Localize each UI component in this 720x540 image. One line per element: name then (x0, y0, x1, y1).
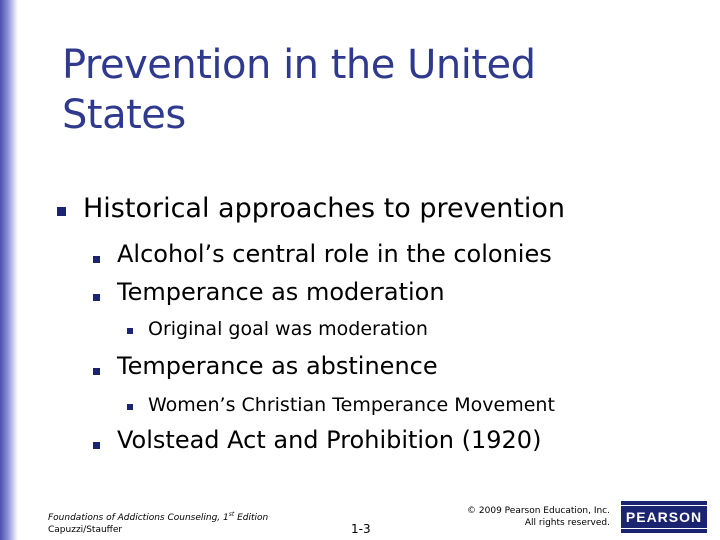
copyright-line-1: © 2009 Pearson Education, Inc. (467, 506, 610, 516)
bullet-square-icon (93, 442, 100, 449)
pearson-logo (621, 501, 707, 533)
bullet-square-icon (93, 368, 100, 375)
bullet-item-1: Historical approaches to prevention (83, 193, 566, 224)
book-authors: Capuzzi/Stauffer (48, 525, 123, 535)
page-number: 1-3 (351, 522, 371, 536)
title-line-2: States (62, 92, 186, 138)
copyright-line-2: All rights reserved. (524, 518, 610, 528)
bullet-square-icon (57, 207, 66, 216)
left-gradient-bar (0, 0, 18, 540)
bullet-item-4: Original goal was moderation (148, 318, 428, 340)
bullet-square-icon (93, 256, 100, 263)
bullet-item-2: Alcohol’s central role in the colonies (117, 240, 552, 268)
bullet-item-5: Temperance as abstinence (117, 352, 438, 380)
copyright-notice (430, 505, 610, 529)
book-title: Foundations of Addictions Counseling, 1st Edition (48, 511, 269, 523)
bullet-square-icon (93, 294, 100, 301)
title-line-1: Prevention in the United (62, 42, 536, 88)
bullet-square-icon (127, 328, 133, 334)
bullet-square-icon (127, 404, 133, 410)
bullet-item-6: Women’s Christian Temperance Movement (148, 394, 555, 416)
slide-title (62, 40, 662, 140)
bullet-item-3: Temperance as moderation (117, 278, 445, 306)
bullet-item-7: Volstead Act and Prohibition (1920) (117, 426, 542, 454)
pearson-logo-text: PEARSON (618, 505, 710, 529)
footer-book-info (48, 509, 268, 536)
